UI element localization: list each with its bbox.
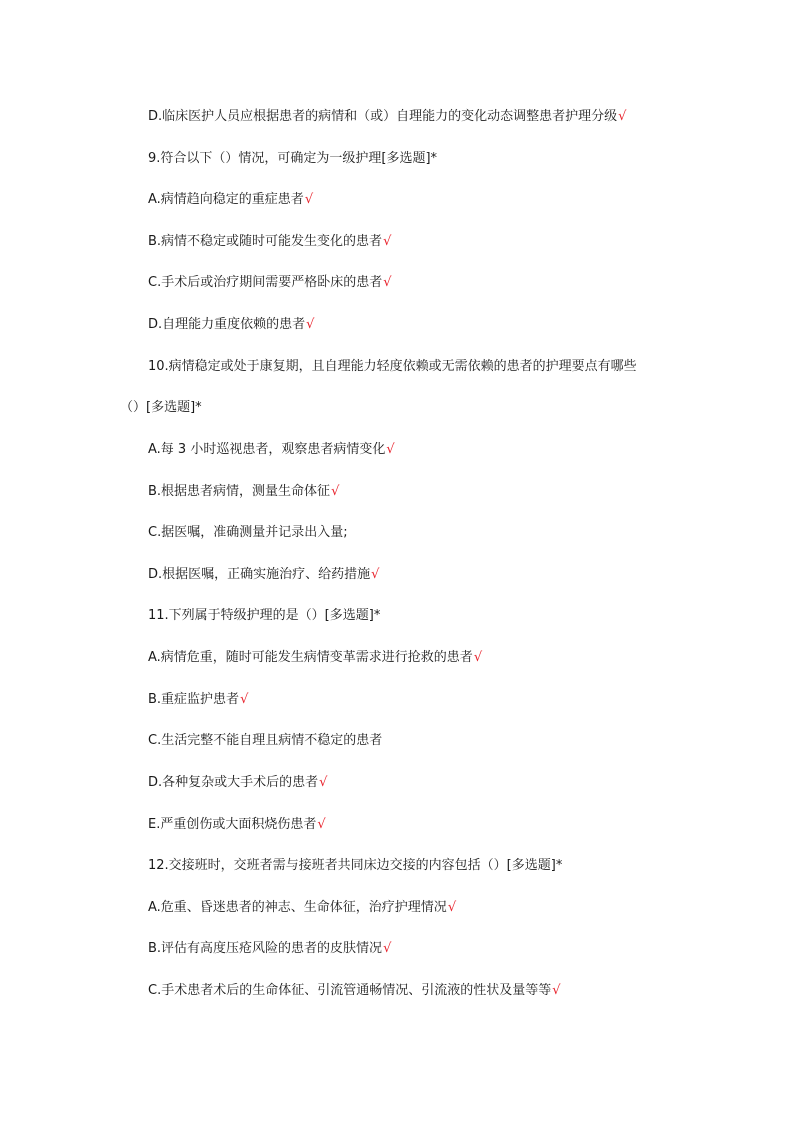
- question-line-continued: （）[多选题]*: [120, 400, 202, 415]
- check-mark: √: [386, 442, 395, 457]
- check-mark: √: [304, 192, 314, 207]
- option-line: B.根据患者病情，测量生命体征√: [148, 484, 340, 499]
- check-mark: √: [240, 692, 249, 707]
- option-line: A.每 3 小时巡视患者，观察患者病情变化√: [148, 442, 395, 457]
- check-mark: √: [383, 275, 392, 290]
- option-line: B.重症监护患者√: [148, 692, 249, 707]
- option-line: C.手术患者术后的生命体征、引流管通畅情况、引流液的性状及量等等√: [148, 983, 561, 998]
- question-line: 9.符合以下（）情况，可确定为一级护理[多选题]*: [148, 151, 438, 166]
- check-mark: √: [473, 650, 483, 665]
- check-mark: √: [317, 817, 326, 832]
- option-line: D.各种复杂或大手术后的患者√: [148, 775, 328, 790]
- check-mark: √: [306, 317, 315, 332]
- option-line: D.根据医嘱，正确实施治疗、给药措施√: [148, 567, 380, 582]
- question-line: 12.交接班时，交班者需与接班者共同床边交接的内容包括（）[多选题]*: [148, 858, 563, 873]
- question-line: 10.病情稳定或处于康复期，且自理能力轻度依赖或无需依赖的患者的护理要点有哪些: [148, 359, 637, 374]
- option-line: B.评估有高度压疮风险的患者的皮肤情况√: [148, 941, 392, 956]
- check-mark: √: [383, 941, 392, 956]
- option-line: A.病情危重，随时可能发生病情变革需求进行抢救的患者√: [148, 650, 483, 665]
- option-line: E.严重创伤或大面积烧伤患者√: [148, 817, 326, 832]
- option-line: A.危重、昏迷患者的神志、生命体征，治疗护理情况√: [148, 900, 457, 915]
- question-line: 11.下列属于特级护理的是（）[多选题]*: [148, 608, 381, 623]
- option-line: B.病情不稳定或随时可能发生变化的患者√: [148, 234, 392, 249]
- check-mark: √: [319, 775, 328, 790]
- option-line: C.手术后或治疗期间需要严格卧床的患者√: [148, 275, 392, 290]
- check-mark: √: [371, 567, 380, 582]
- option-line: D.临床医护人员应根据患者的病情和（或）自理能力的变化动态调整患者护理分级√: [148, 109, 627, 124]
- option-line: A.病情趋向稳定的重症患者√: [148, 192, 314, 207]
- option-line: C.据医嘱，准确测量并记录出入量;: [148, 525, 348, 540]
- check-mark: √: [552, 983, 561, 998]
- check-mark: √: [331, 484, 340, 499]
- option-line: C.生活完整不能自理且病情不稳定的患者: [148, 733, 383, 748]
- check-mark: √: [383, 234, 392, 249]
- option-line: D.自理能力重度依赖的患者√: [148, 317, 315, 332]
- check-mark: √: [618, 109, 627, 124]
- check-mark: √: [447, 900, 457, 915]
